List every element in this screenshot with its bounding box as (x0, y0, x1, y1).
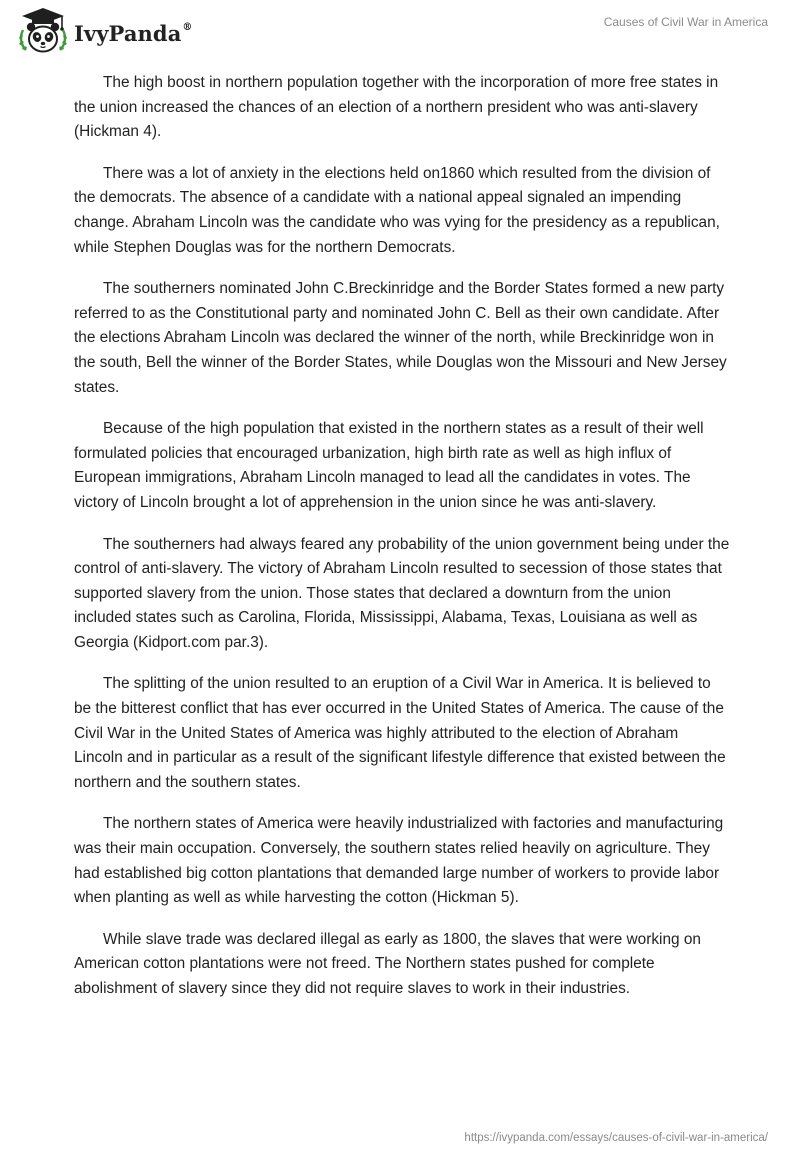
paragraph: The northern states of America were heavily industrialized with factories and manufacturing was their main occupation. Conversely, the southern states relied heavily on agriculture. They had established big cotton plantations that demanded large number of workers to provide labor when planting as well as while harvesting the cotton (Hickman 5). (74, 815, 724, 907)
page-header (0, 0, 800, 64)
paragraph: The splitting of the union resulted to an eruption of a Civil War in America. It is believed to be the bitterest conflict that has ever occurred in the United States of America. The cause of the Civil War in the United States of America was highly attributed to the election of Abraham Lincoln and in particular as a result of the significant lifestyle difference that existed between the northern and the southern states. (74, 675, 726, 791)
paragraph: While slave trade was declared illegal as early as 1800, the slaves that were working on American cotton plantations were not freed. The Northern states pushed for complete abolishment of slavery since they did not require slaves to work in their industries. (74, 930, 701, 997)
brand-name-text: IvyPanda (74, 20, 182, 46)
ivypanda-logo[interactable] (14, 6, 193, 56)
source-url[interactable]: https://ivypanda.com/essays/causes-of-civil-war-in-america/ (464, 1132, 768, 1144)
paragraph: The high boost in northern population together with the incorporation of more free states in the union increased the chances of an election of a northern president who was anti-slavery (Hickman 4). (74, 74, 719, 141)
paragraph: There was a lot of anxiety in the elections held on1860 which resulted from the division of the democrats. The absence of a candidate with a national appeal signaled an impending change. Abraham Lincoln was the candidate who was vying for the presidency as a republican, while Stephen Douglas was for the northern Democrats. (74, 164, 720, 256)
registered-mark: ® (182, 21, 193, 33)
panda-graduate-logo-icon (14, 6, 72, 56)
brand-name (74, 21, 193, 46)
paragraph: The southerners nominated John C.Breckinridge and the Border States formed a new party referred to as the Constitutional party and nominated John C. Bell as their own candidate. After the elections Abraham Lincoln was declared the winner of the north, while Breckinridge won in the south, Bell the winner of the Border States, while Douglas won the Missouri and New Jersey states. (74, 280, 727, 396)
paragraph: The southerners had always feared any probability of the union government being under the control of anti-slavery. The victory of Abraham Lincoln resulted to secession of those states that supported slavery from the union. Those states that declared a downturn from the union included states such as Carolina, Florida, Mississippi, Alabama, Texas, Louisiana as well as Georgia (Kidport.com par.3). (74, 535, 730, 651)
essay-body (74, 71, 730, 1019)
paragraph: Because of the high population that existed in the northern states as a result of their well formulated policies that encouraged urbanization, high birth rate as well as high influx of European immigrations, Abraham Lincoln managed to lead all the candidates in votes. The victory of Lincoln brought a lot of apprehension in the union since he was anti-slavery. (74, 420, 704, 511)
document-title: Causes of Civil War in America (603, 15, 768, 29)
